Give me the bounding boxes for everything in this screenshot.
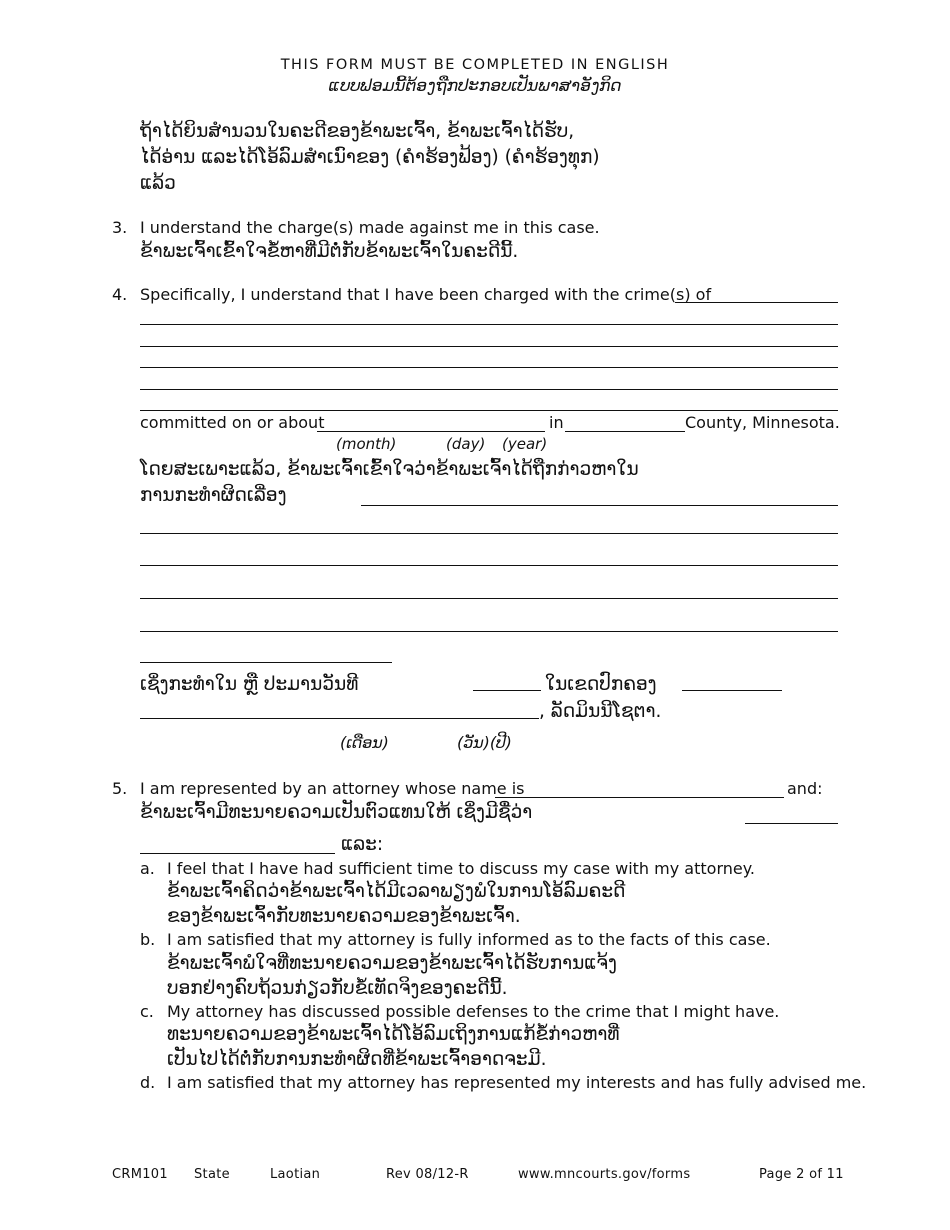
lao-county-label: ໃນເຂດປົກຄອງ: [545, 674, 657, 695]
intro-lao-line3: ແລ້ວ: [140, 173, 176, 194]
item4-lao-line1: ໂດຍສະເພາະແລ້ວ, ຂ້າພະເຈົ້າເຂົ້າໃຈວ່າຂ້າພະເຈົ້າໄດ້ຖືກກ່າວຫາໃນ: [140, 459, 639, 480]
crime-field-line3[interactable]: [140, 346, 838, 347]
attorney-name-field[interactable]: [495, 797, 784, 798]
crime-field-line6[interactable]: [140, 410, 838, 411]
item5-and-label: and:: [787, 779, 823, 798]
year-label: (year): [502, 435, 548, 453]
item5b-letter: b.: [140, 930, 156, 949]
form-title-english: THIS FORM MUST BE COMPLETED IN ENGLISH: [280, 57, 670, 73]
in-label: in: [549, 413, 564, 432]
lao-date-field[interactable]: [473, 690, 541, 691]
lao-crime-field-line6[interactable]: [140, 662, 392, 663]
item5b-lao-line1: ຂ້າພະເຈົ້າພໍໃຈທີ່ທະນາຍຄວາມຂອງຂ້າພະເຈົ້າໄດ້ຮັບການແຈ້ງ: [167, 953, 617, 974]
item5-lao-line1: ຂ້າພະເຈົ້າມີທະນາຍຄວາມເປັນຕົວແທນໃຫ້ ເຊິ່ງມີຊື່ວ່າ: [140, 802, 533, 823]
item5c-english: My attorney has discussed possible defenses to the crime that I might have.: [167, 1002, 780, 1021]
lao-month-label: (ເດືອນ): [340, 733, 389, 752]
crime-field-line1[interactable]: [675, 302, 838, 303]
lao-county-field-line2[interactable]: [140, 718, 539, 719]
committed-on-label: committed on or about: [140, 413, 325, 432]
item5a-letter: a.: [140, 859, 155, 878]
item5d-letter: d.: [140, 1073, 156, 1092]
lao-crime-field-line1[interactable]: [361, 505, 838, 506]
item4-english: Specifically, I understand that I have been charged with the crime(s) of: [140, 285, 712, 304]
item5a-lao-line2: ຂອງຂ້າພະເຈົ້າກັບທະນາຍຄວາມຂອງຂ້າພະເຈົ້າ.: [167, 906, 521, 927]
lao-attorney-name-field[interactable]: [745, 823, 838, 824]
item5a-english: I feel that I have had sufficient time to discuss my case with my attorney.: [167, 859, 755, 878]
county-minnesota-label: County, Minnesota.: [685, 413, 840, 432]
item5-number: 5.: [112, 779, 128, 798]
form-title-lao: ແບບຟອມນີ້ຕ້ອງຖືກປະກອບເປັນພາສາອັງກິດ: [328, 76, 622, 96]
lao-crime-field-line4[interactable]: [140, 598, 838, 599]
intro-lao-line1: ຖ້າໄດ້ຍິນສຳນວນໃນຄະດີຂອງຂ້າພະເຈົ້າ, ຂ້າພະເຈົ້າໄດ້ຮັບ,: [140, 121, 575, 142]
item3-lao: ຂ້າພະເຈົ້າເຂົ້າໃຈຂໍ້ຫາທີ່ມີຕໍ່ກັບຂ້າພະເຈົ້າໃນຄະດີນີ້.: [140, 241, 519, 262]
footer-page-number: Page 2 of 11: [759, 1167, 844, 1182]
item5b-lao-line2: ບອກຢ່າງຄົບຖ້ວນກ່ຽວກັບຂໍ້ເທັດຈິງຂອງຄະດີນີ້.: [167, 978, 508, 999]
lao-crime-field-line3[interactable]: [140, 565, 838, 566]
item5-lao-and: ແລະ:: [341, 834, 384, 855]
date-field[interactable]: [317, 431, 545, 432]
lao-crime-field-line2[interactable]: [140, 533, 838, 534]
item5-english-prefix: I am represented by an attorney whose name is: [140, 779, 525, 798]
item3-english: I understand the charge(s) made against me in this case.: [140, 218, 600, 237]
lao-state-label: , ລັດມິນນີໂຊຕາ.: [539, 701, 662, 722]
item5c-lao-line1: ທະນາຍຄວາມຂອງຂ້າພະເຈົ້າໄດ້ໂອ້ລົມເຖິງການແກ້ຂໍ້ກ່າວຫາທີ່: [167, 1024, 620, 1045]
lao-county-field[interactable]: [682, 690, 782, 691]
footer-language: Laotian: [270, 1167, 321, 1182]
item4-lao-line2: ການກະທຳຜິດເລີ່ອງ: [140, 485, 287, 506]
month-label: (month): [336, 435, 397, 453]
lao-day-year-label: (ວັນ)(ປີ): [457, 733, 512, 752]
item5b-english: I am satisfied that my attorney is fully informed as to the facts of this case.: [167, 930, 771, 949]
lao-date-label: ເຊິ່ງກະທຳໃນ ຫຼື ປະມານວັນທີ: [140, 674, 359, 695]
county-field[interactable]: [565, 431, 685, 432]
item5d-english: I am satisfied that my attorney has represented my interests and has fully advised me.: [167, 1073, 867, 1092]
item4-number: 4.: [112, 285, 128, 304]
item3-number: 3.: [112, 218, 128, 237]
footer-form-id: CRM101: [112, 1167, 168, 1182]
crime-field-line2[interactable]: [140, 324, 838, 325]
item5c-lao-line2: ເປັນໄປໄດ້ຕໍ່ກັບການກະທຳຜິດທີ່ຂ້າພະເຈົ້າອາດຈະມີ.: [167, 1049, 547, 1070]
lao-crime-field-line5[interactable]: [140, 631, 838, 632]
crime-field-line5[interactable]: [140, 389, 838, 390]
footer-category: State: [194, 1167, 230, 1182]
footer-website[interactable]: www.mncourts.gov/forms: [518, 1167, 691, 1182]
day-label: (day): [446, 435, 486, 453]
item5c-letter: c.: [140, 1002, 154, 1021]
crime-field-line4[interactable]: [140, 367, 838, 368]
item5a-lao-line1: ຂ້າພະເຈົ້າຄິດວ່າຂ້າພະເຈົ້າໄດ້ມີເວລາພຽງພໍໃນການໂອ້ລົມຄະດີ: [167, 881, 626, 902]
footer-revision: Rev 08/12-R: [386, 1167, 469, 1182]
lao-attorney-name-field-line2[interactable]: [140, 853, 335, 854]
intro-lao-line2: ໄດ້ອ່ານ ແລະໄດ້ໂອ້ລົມສຳເນົາຂອງ (ຄຳຮ້ອງຟ້ອງ) (ຄຳຮ້ອງທຸກ): [140, 147, 600, 168]
